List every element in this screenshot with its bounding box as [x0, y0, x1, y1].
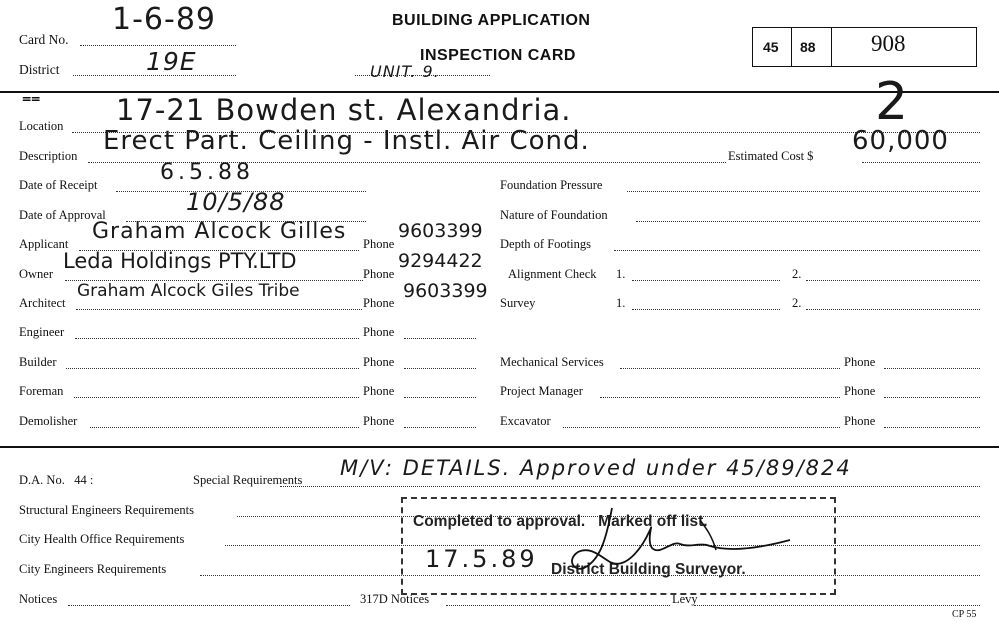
date-of-receipt-label: Date of Receipt: [19, 178, 98, 192]
description-label: Description: [19, 149, 78, 163]
project-manager-label: Project Manager: [500, 384, 583, 398]
foreman-phone-label: Phone: [363, 384, 395, 398]
engineer-label: Engineer: [19, 325, 65, 339]
owner-label: Owner: [19, 267, 54, 281]
foundation-pressure-label: Foundation Pressure: [500, 178, 603, 192]
engineer-phone-label: Phone: [363, 325, 395, 339]
estimated-cost-label: Estimated Cost $: [728, 149, 814, 163]
form-title-line1: BUILDING APPLICATION: [392, 12, 591, 29]
architect-phone-label: Phone: [363, 296, 395, 310]
date-of-approval-label: Date of Approval: [19, 208, 106, 222]
depth-of-footings-label: Depth of Footings: [500, 237, 591, 251]
footer-code: CP 55: [952, 609, 977, 620]
stamp-date: 17.5.89: [425, 545, 538, 573]
signature-stroke: [572, 508, 790, 569]
alignment-check-label: Alignment Check: [508, 267, 597, 281]
card-no-value: 1-6-89: [112, 2, 216, 37]
owner-value: Leda Holdings PTY.LTD: [63, 249, 297, 273]
city-health-label: City Health Office Requirements: [19, 532, 185, 546]
location-value: 17-21 Bowden st. Alexandria.: [116, 93, 572, 127]
applicant-phone-value: 9603399: [398, 220, 483, 242]
survey-label: Survey: [500, 296, 536, 310]
mechanical-services-label: Mechanical Services: [500, 355, 604, 369]
owner-phone-value: 9294422: [398, 250, 483, 272]
location-label: Location: [19, 119, 64, 133]
foreman-label: Foreman: [19, 384, 64, 398]
alignment-check-1: 1.: [616, 267, 626, 281]
district-value: 19E: [146, 47, 197, 76]
applicant-phone-label: Phone: [363, 237, 395, 251]
notices-317d-label: 317D Notices: [360, 592, 430, 606]
box-cell-3: 908: [871, 31, 906, 56]
demolisher-phone-label: Phone: [363, 414, 395, 428]
applicant-label: Applicant: [19, 237, 69, 251]
architect-phone-value: 9603399: [403, 280, 488, 302]
card-no-label: Card No.: [19, 32, 69, 47]
mechanical-services-phone-label: Phone: [844, 355, 876, 369]
survey-1: 1.: [616, 296, 626, 310]
nature-of-foundation-label: Nature of Foundation: [500, 208, 608, 222]
architect-label: Architect: [19, 296, 66, 310]
excavator-label: Excavator: [500, 414, 551, 428]
city-engineers-label: City Engineers Requirements: [19, 562, 167, 576]
stamp-line1: Completed to approval. Marked off list.: [413, 513, 708, 530]
owner-phone-label: Phone: [363, 267, 395, 281]
survey-2: 2.: [792, 296, 802, 310]
tick-mark: ⩵: [22, 90, 41, 107]
box-cell-2: 88: [800, 39, 816, 55]
alignment-check-2: 2.: [792, 267, 802, 281]
structural-engineers-label: Structural Engineers Requirements: [19, 503, 194, 517]
corner-number: 2: [875, 72, 910, 132]
architect-value: Graham Alcock Giles Tribe: [77, 281, 300, 301]
special-requirements-value: M/V: DETAILS. Approved under 45/89/824: [340, 456, 852, 480]
demolisher-label: Demolisher: [19, 414, 78, 428]
district-label: District: [19, 62, 60, 77]
unit-value: UNIT. 9.: [370, 62, 440, 81]
builder-label: Builder: [19, 355, 57, 369]
date-of-approval-value: 10/5/88: [186, 188, 286, 216]
builder-phone-label: Phone: [363, 355, 395, 369]
date-of-receipt-value: 6.5.88: [160, 160, 254, 185]
excavator-phone-label: Phone: [844, 414, 876, 428]
da-no-label: D.A. No. 44 :: [19, 473, 94, 487]
levy-label: Levy: [672, 592, 698, 606]
stamp-line2: District Building Surveyor.: [551, 561, 746, 578]
project-manager-phone-label: Phone: [844, 384, 876, 398]
description-value: Erect Part. Ceiling - Instl. Air Cond.: [103, 126, 590, 156]
special-requirements-label: Special Requirements: [193, 473, 303, 487]
notices-label: Notices: [19, 592, 58, 606]
form-title-line2: INSPECTION CARD: [420, 47, 576, 64]
box-cell-1: 45: [763, 39, 779, 55]
applicant-value: Graham Alcock Gilles: [92, 219, 347, 244]
estimated-cost-value: 60,000: [852, 126, 949, 156]
